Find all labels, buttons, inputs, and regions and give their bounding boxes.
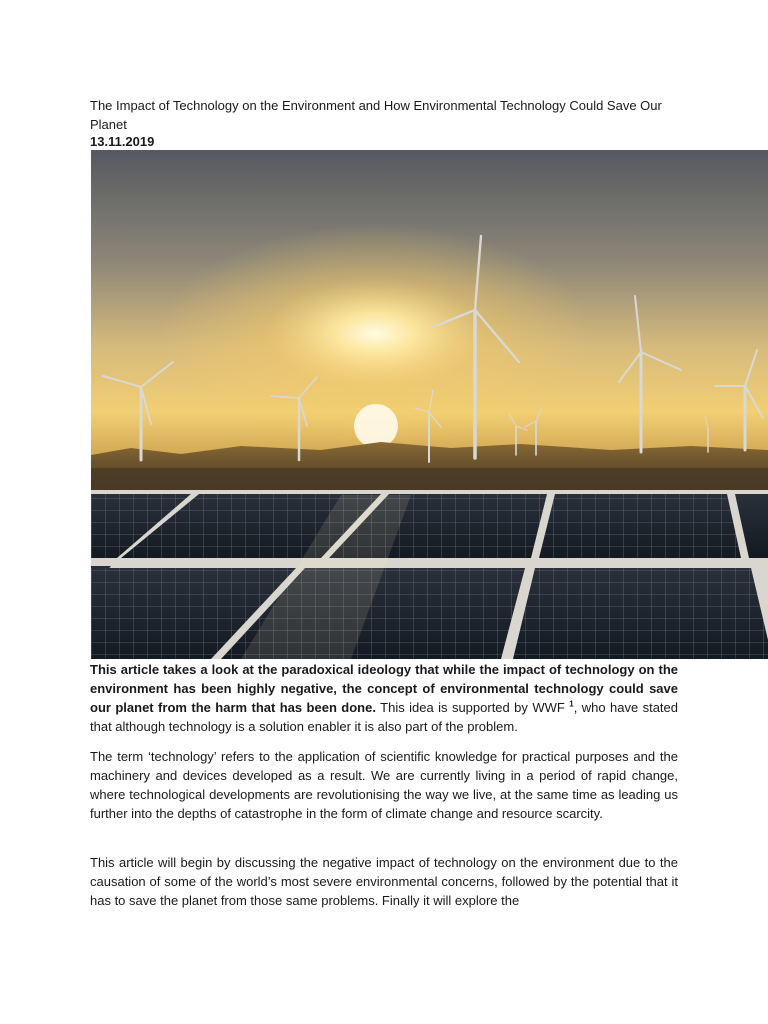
intro-text-a: This idea is supported by WWF <box>375 700 570 715</box>
paragraph-definition: The term ‘technology’ refers to the application of scientific knowledge for practical purposes and the machinery and devices developed as a result. We are currently living in a period of rapid change, where technological developments are revolutionising the way we live, at the same time as leading us further into the depths of catastrophe in the form of climate change and resource scarcity. <box>90 749 678 821</box>
solar-panels <box>91 490 768 659</box>
intro-text-b: , who have stated that although technology is a solution enabler it is also part of the problem. <box>90 700 679 734</box>
paragraph-intro <box>90 660 678 736</box>
sun <box>354 404 398 448</box>
footnote-ref-1[interactable]: 1 <box>569 699 574 709</box>
article-title: The Impact of Technology on the Environment and How Environmental Technology Could Save Our Planet <box>90 98 662 132</box>
article-date: 13.11.2019 <box>90 134 155 149</box>
intro-bold-text: This article takes a look at the paradoxical ideology that while the impact of technology on the environment has been highly negative, the concept of environmental technology could save our planet from the harm that has been done. <box>90 662 678 715</box>
paragraph-outline: This article will begin by discussing the negative impact of technology on the environment due to the causation of some of the world’s most severe environmental concerns, followed by the potential that it has to save the planet from those same problems. Finally it will explore the <box>90 855 678 908</box>
hero-image <box>91 150 768 659</box>
